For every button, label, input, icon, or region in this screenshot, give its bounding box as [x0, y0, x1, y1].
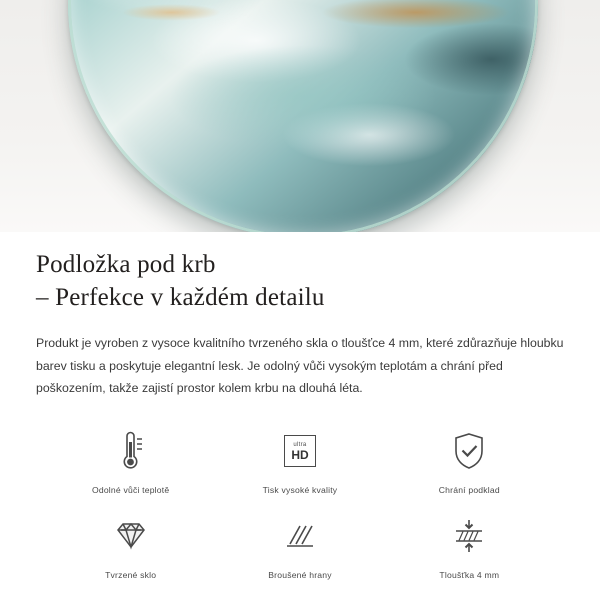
headline-line-1: Podložka pod krb [36, 251, 216, 278]
feature-item-print-quality [215, 426, 384, 495]
product-hero-image [0, 0, 600, 232]
feature-item-protects-surface [385, 426, 554, 495]
badge-main-text: HD [291, 447, 309, 462]
ultra-hd-badge-icon [284, 426, 316, 476]
feature-label: Tloušťka 4 mm [439, 570, 500, 581]
feature-item-temperature-resistant [46, 426, 215, 495]
page-title [36, 248, 564, 314]
feature-label: Tvrzené sklo [105, 570, 157, 581]
content-block [0, 248, 600, 580]
feature-label: Chrání podklad [438, 485, 500, 496]
feature-item-thickness [385, 511, 554, 580]
polished-edges-icon [278, 511, 322, 561]
feature-label: Tisk vysoké kvality [262, 485, 338, 496]
shield-check-icon [449, 426, 489, 476]
feature-label: Broušené hrany [268, 570, 332, 581]
feature-label: Odolné vůči teplotě [91, 485, 170, 496]
headline-line-2: – Perfekce v každém detailu [36, 284, 325, 311]
feature-item-tempered-glass [46, 511, 215, 580]
product-description-text: Produkt je vyroben z vysoce kvalitního tvrzeného skla o tloušťce 4 mm, které zdůrazňuje hloubku barev tisku a poskytuje elegantní lesk. Je odolný vůči vysokým teplotám a chrání před poškozením, takže zajistí prostor kolem krbu na dlouhá léta. [36, 336, 564, 396]
thickness-arrows-icon [447, 511, 491, 561]
feature-grid [36, 426, 564, 580]
diamond-icon [110, 511, 152, 561]
glass-hearth-pad [68, 0, 538, 232]
thermometer-icon [110, 426, 152, 476]
badge-top-text: ultra [293, 441, 307, 448]
feature-item-polished-edges [215, 511, 384, 580]
